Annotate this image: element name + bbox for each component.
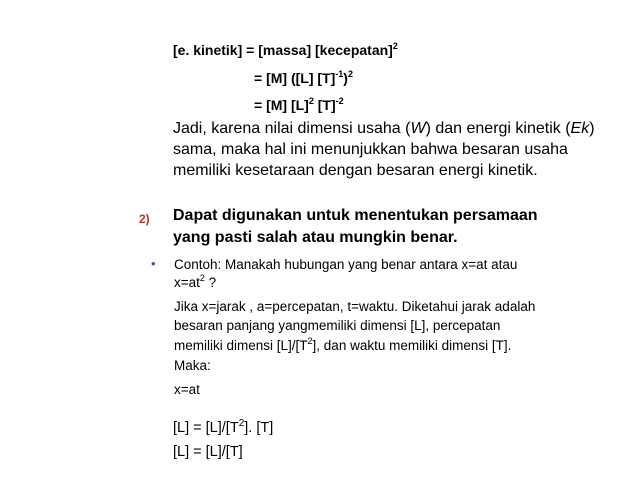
derivation-line1 (173, 420, 273, 436)
derivation-text: ]. [T] (244, 420, 274, 436)
derivation-line2: [L] = [L]/[T] (173, 444, 243, 460)
superscript: 2 (199, 273, 205, 283)
symbol-ek: Ek (570, 120, 590, 137)
equation-line-3 (254, 97, 344, 113)
superscript: 2 (347, 69, 353, 79)
explanation-line2: besaran panjang yangmemiliki dimensi [L], percepatan (174, 318, 501, 333)
conclusion-paragraph (173, 118, 613, 181)
superscript: 2 (307, 336, 313, 346)
equation-lhs: [e. kinetik] (173, 42, 243, 58)
equation-rhs-3a: = [M] [L] (254, 97, 309, 113)
superscript: 2 (392, 41, 398, 51)
item2-line2: yang pasti salah atau mungkin benar. (173, 229, 458, 246)
equation-rhs-2b: ) (343, 70, 348, 86)
explanation-text: ], dan waktu memiliki dimensi [T]. (312, 338, 512, 353)
symbol-w: W (410, 120, 426, 137)
equation-rhs-3b: [T] (313, 97, 336, 113)
paragraph-text: Jadi, karena nilai dimensi usaha ( (173, 120, 411, 137)
superscript: 2 (238, 418, 245, 429)
bullet-icon: • (151, 256, 156, 271)
item2-line1: Dapat digunakan untuk menentukan persamaan (173, 207, 538, 224)
explanation-line4: Maka: (174, 358, 211, 373)
superscript: -1 (335, 69, 344, 79)
paragraph-text: ) sama, maka hal ini menunjukkan bahwa besaran usaha memiliki kesetaraan dengan besaran energi kinetik. (173, 120, 595, 179)
derivation-text: [L] = [L]/[T (173, 420, 239, 436)
superscript: 2 (308, 96, 314, 106)
explanation-line5: x=at (174, 382, 200, 397)
superscript: -2 (335, 96, 344, 106)
equation-line-1 (173, 42, 398, 58)
explanation-line1: Jika x=jarak , a=percepatan, t=waktu. Diketahui jarak adalah (174, 299, 536, 314)
list-marker: 2) (139, 212, 150, 226)
equation-line-2 (254, 70, 353, 86)
equation-rhs-2a: = [M] ([L] [T] (254, 70, 336, 86)
paragraph-text: ) dan energi kinetik ( (425, 120, 571, 137)
explanation-line3 (174, 337, 511, 356)
example-line1: Contoh: Manakah hubungan yang benar antara x=at atau (174, 257, 518, 272)
explanation-text: memiliki dimensi [L]/[T (174, 338, 308, 353)
example-line2 (174, 274, 216, 293)
example-text: ? (204, 275, 217, 290)
equation-rhs-1: = [massa] [kecepatan] (242, 42, 393, 58)
example-text: x=at (174, 275, 200, 290)
